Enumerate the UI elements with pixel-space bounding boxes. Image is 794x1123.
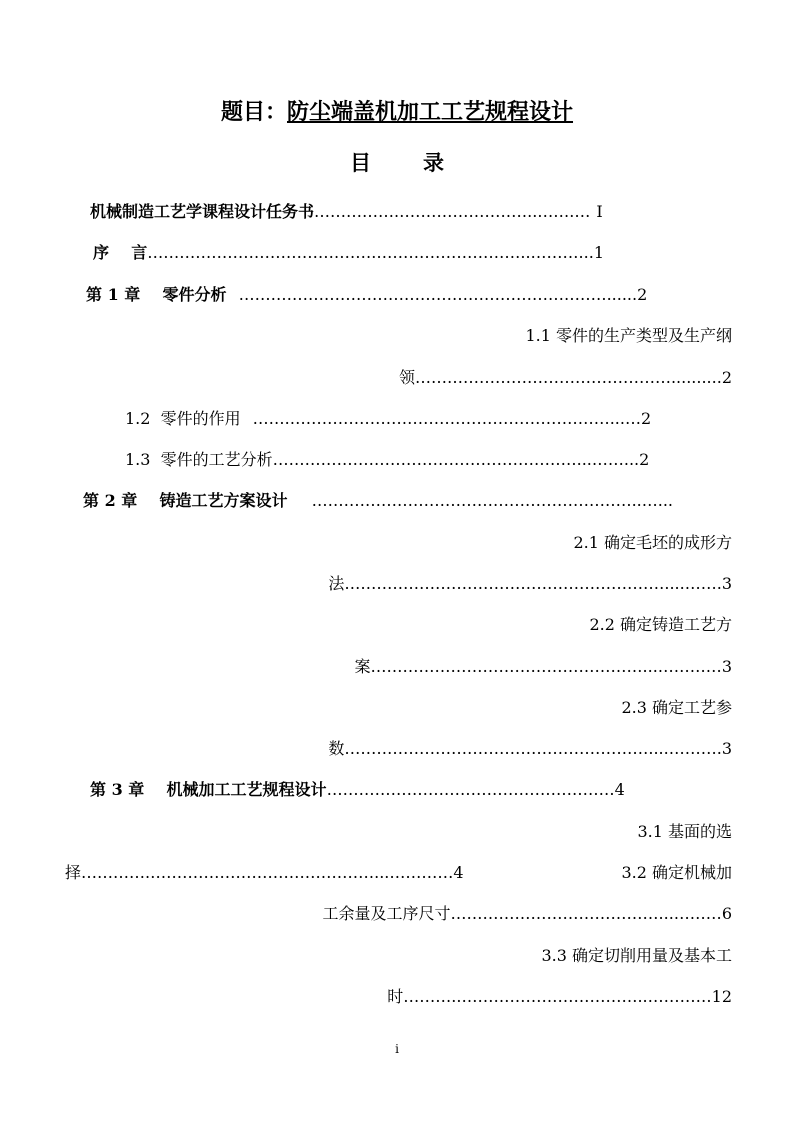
entry-page: 2 bbox=[721, 368, 732, 387]
toc-entry-preface[interactable] bbox=[93, 243, 604, 263]
entry-leader: ………..……………………………..………… bbox=[403, 987, 712, 1006]
entry-leader: ……………………………………………………………...... bbox=[238, 285, 638, 304]
entry-label: 第 3 章 机械加工工艺规程设计 bbox=[90, 780, 327, 799]
entry-page: 3 bbox=[721, 574, 732, 593]
entry-page: 6 bbox=[721, 904, 732, 923]
entry-label: 3.3 确定切削用量及基本工 bbox=[541, 946, 732, 965]
entry-label: 2.3 确定工艺参 bbox=[621, 698, 732, 717]
entry-label: 第 1 章 零件分析 bbox=[86, 285, 227, 304]
toc-entry-1-2[interactable] bbox=[125, 409, 651, 429]
entry-leader: …………………………………….………………………..………... bbox=[147, 243, 594, 262]
entry-label: 案 bbox=[354, 657, 371, 676]
toc-entry-2-1-line2[interactable] bbox=[328, 574, 732, 594]
entry-page: 4 bbox=[614, 780, 625, 799]
entry-leader: …………….……………………..…….… bbox=[314, 202, 591, 221]
toc-entry-2-2-line2[interactable] bbox=[355, 657, 732, 677]
toc-entry-3-2-line1[interactable] bbox=[621, 863, 732, 883]
entry-label: 法 bbox=[328, 574, 345, 593]
entry-leader: ………….……………………………………...………… bbox=[81, 863, 454, 882]
toc-entry-1-3[interactable] bbox=[125, 450, 649, 470]
title-prefix: 题目： bbox=[220, 99, 287, 125]
entry-label: 数 bbox=[328, 739, 345, 758]
toc-entry-2-3-line2[interactable] bbox=[328, 739, 732, 759]
entry-page: 1 bbox=[593, 243, 604, 262]
toc-entry-2-3-line1[interactable] bbox=[621, 698, 732, 718]
toc-entry-1-1-line1[interactable] bbox=[525, 326, 732, 346]
toc-entry-3-1-line1[interactable] bbox=[637, 822, 732, 842]
entry-page: 2 bbox=[637, 285, 648, 304]
entry-leader: …………………………………………………...……... bbox=[272, 450, 640, 469]
entry-page: 2 bbox=[639, 450, 650, 469]
entry-leader: …….……………………………………………………...… bbox=[252, 409, 641, 428]
toc-entry-3-3-line2[interactable] bbox=[387, 987, 732, 1007]
toc-entry-chapter-1[interactable] bbox=[86, 285, 647, 305]
toc-entry-3-1-line2[interactable] bbox=[65, 863, 464, 883]
entry-page: 12 bbox=[711, 987, 732, 1006]
entry-page: 3 bbox=[721, 739, 732, 758]
document-title bbox=[0, 97, 794, 127]
entry-leader: ……………………………………………...………… bbox=[370, 657, 722, 676]
entry-label: 1.3 零件的工艺分析 bbox=[125, 450, 273, 469]
entry-page: 4 bbox=[453, 863, 464, 882]
toc-entry-2-2-line1[interactable] bbox=[589, 615, 732, 635]
toc-heading: 目录 bbox=[350, 150, 496, 175]
toc-entry-2-1-line1[interactable] bbox=[573, 533, 732, 553]
entry-label: 机械制造工艺学课程设计任务书 bbox=[90, 202, 315, 221]
toc-entry-chapter-2[interactable] bbox=[83, 491, 673, 511]
entry-leader: …………………………………...……… bbox=[450, 904, 722, 923]
entry-leader: …………………………………………………....………. bbox=[344, 739, 722, 758]
entry-page: Ⅰ bbox=[596, 202, 603, 221]
entry-label: 3.2 确定机械加 bbox=[621, 863, 732, 882]
entry-label: 序 言 bbox=[93, 243, 148, 262]
toc-entry-3-3-line1[interactable] bbox=[541, 946, 732, 966]
entry-label: 2.2 确定铸造工艺方 bbox=[589, 615, 732, 634]
entry-label: 2.1 确定毛坯的成形方 bbox=[573, 533, 732, 552]
toc-entry-1-1-line2[interactable] bbox=[399, 368, 732, 388]
entry-label: 1.2 零件的作用 bbox=[125, 409, 241, 428]
page-number: i bbox=[395, 1042, 399, 1056]
toc-entry-3-2-line2[interactable] bbox=[323, 904, 732, 924]
entry-label: 时 bbox=[387, 987, 404, 1006]
entry-leader: ………………………………………….......... bbox=[414, 368, 722, 387]
title-subject: 防尘端盖机加工工艺规程设计 bbox=[287, 99, 574, 125]
entry-label: 择 bbox=[65, 863, 82, 882]
entry-label: 1.1 零件的生产类型及生产纲 bbox=[525, 326, 732, 345]
entry-label: 工余量及工序尺寸 bbox=[322, 904, 451, 923]
entry-leader: ……………………………………………………..…... bbox=[311, 491, 673, 510]
entry-leader: ……………………………………………… bbox=[326, 780, 615, 799]
toc-entry-chapter-3[interactable] bbox=[90, 780, 625, 800]
entry-label: 3.1 基面的选 bbox=[637, 822, 732, 841]
entry-page: 2 bbox=[640, 409, 652, 428]
entry-leader: ……………………………………………………....……. bbox=[344, 574, 722, 593]
toc-entry-task[interactable] bbox=[90, 202, 603, 222]
entry-page: 3 bbox=[721, 657, 732, 676]
entry-label: 领 bbox=[398, 368, 415, 387]
entry-label: 第 2 章 铸造工艺方案设计 bbox=[83, 491, 288, 510]
